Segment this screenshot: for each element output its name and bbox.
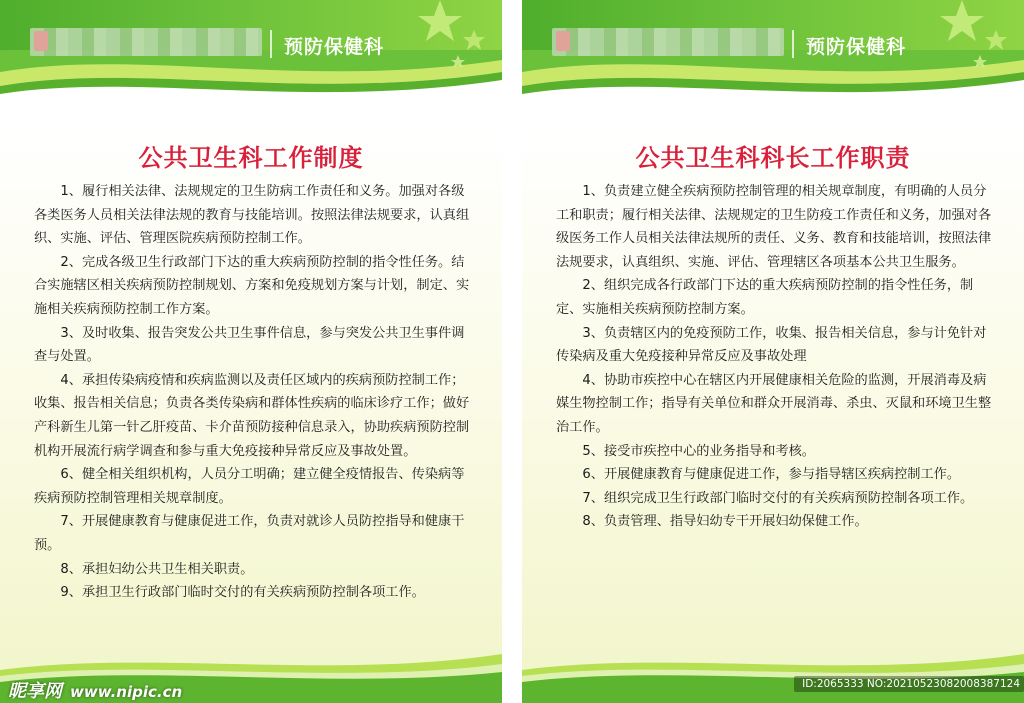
footer-wave-decoration (522, 630, 1024, 703)
paragraph: 9、承担卫生行政部门临时交付的有关疾病预防控制各项工作。 (60, 585, 425, 601)
paragraph: 3、及时收集、报告突发公共卫生事件信息，参与突发公共卫生事件调查与处置。 (34, 325, 465, 365)
blurred-hospital-logo (552, 28, 784, 56)
department-name: 预防保健科 (806, 36, 907, 58)
poster-title: 公共卫生科科长工作职责 (635, 144, 911, 172)
watermark-url: www.nipic.cn (70, 683, 183, 701)
poster-title: 公共卫生科工作制度 (138, 144, 364, 172)
header-divider (792, 30, 794, 58)
watermark-brand: 昵享网 (8, 681, 62, 702)
paragraph: 6、健全相关组织机构，人员分工明确；建立健全疫情报告、传染病等疾病预防控制管理相关规章制度。 (34, 467, 465, 506)
paragraph: 7、开展健康教育与健康促进工作，负责对就诊人员防控指导和健康干预。 (34, 514, 465, 553)
image-id-label: ID:2065333 NO:20210523082008387124 (794, 676, 1024, 692)
logo-emblem-icon (34, 31, 48, 51)
department-name: 预防保健科 (284, 36, 385, 58)
paragraph: 4、协助市疾控中心在辖区内开展健康相关危险的监测，开展消毒及病媒生物控制工作；指导有关单位和群众开展消毒、杀虫、灭鼠和环境卫生整治工作。 (556, 372, 992, 435)
paragraph: 3、负责辖区内的免疫预防工作，收集、报告相关信息，参与计免针对传染病及重大免疫接种异常反应及事故处理 (556, 325, 987, 365)
paragraph: 2、完成各级卫生行政部门下达的重大疾病预防控制的指令性任务。结合实施辖区相关疾病预防控制规划、方案和免疫规划方案与计划，制定、实施相关疾病预防控制工作方案。 (34, 254, 470, 317)
paragraph: 1、履行相关法律、法规规定的卫生防病工作责任和义务。加强对各级各类医务人员相关法律法规的教育与技能培训。按照法律法规要求，认真组织、实施、评估、管理医院疾病预防控制工作。 (34, 184, 470, 247)
left-poster (0, 0, 502, 703)
paragraph: 8、负责管理、指导妇幼专干开展妇幼保健工作。 (582, 514, 868, 530)
paragraph: 5、接受市疾控中心的业务指导和考核。 (582, 443, 815, 459)
right-poster (522, 0, 1024, 703)
poster-body (556, 180, 992, 534)
paragraph: 2、组织完成各行政部门下达的重大疾病预防控制的指令性任务，制定、实施相关疾病预防控制方案。 (556, 278, 974, 317)
paragraph: 1、负责建立健全疾病预防控制管理的相关规章制度，有明确的人员分工和职责；履行相关法律、法规规定的卫生防疫工作责任和义务，加强对各级医务工作人员相关法律法规所的责任、义务、教育和技能培训，按照法律法规要求，认真组织、实施、评估、管理辖区各项基本公共卫生服务。 (556, 184, 992, 270)
poster-body (34, 180, 470, 605)
logo-emblem-icon (556, 31, 570, 51)
paragraph: 7、组织完成卫生行政部门临时交付的有关疾病预防控制各项工作。 (582, 490, 974, 506)
header-divider (270, 30, 272, 58)
site-watermark (8, 677, 182, 703)
star-icon-cluster (390, 0, 502, 80)
paragraph: 4、承担传染病疫情和疾病监测以及责任区域内的疾病预防控制工作；收集、报告相关信息；负责各类传染病和群体性疾病的临床诊疗工作；做好产科新生儿第一针乙肝疫苗、卡介苗预防接种信息录入，协助疾病预防控制机构开展流行病学调查和参与重大免疫接种异常反应及事故处置。 (34, 372, 470, 459)
paragraph: 8、承担妇幼公共卫生相关职责。 (60, 561, 254, 577)
star-icon-cluster (912, 0, 1024, 80)
paragraph: 6、开展健康教育与健康促进工作，参与指导辖区疾病控制工作。 (582, 467, 961, 483)
blurred-hospital-logo (30, 28, 262, 56)
